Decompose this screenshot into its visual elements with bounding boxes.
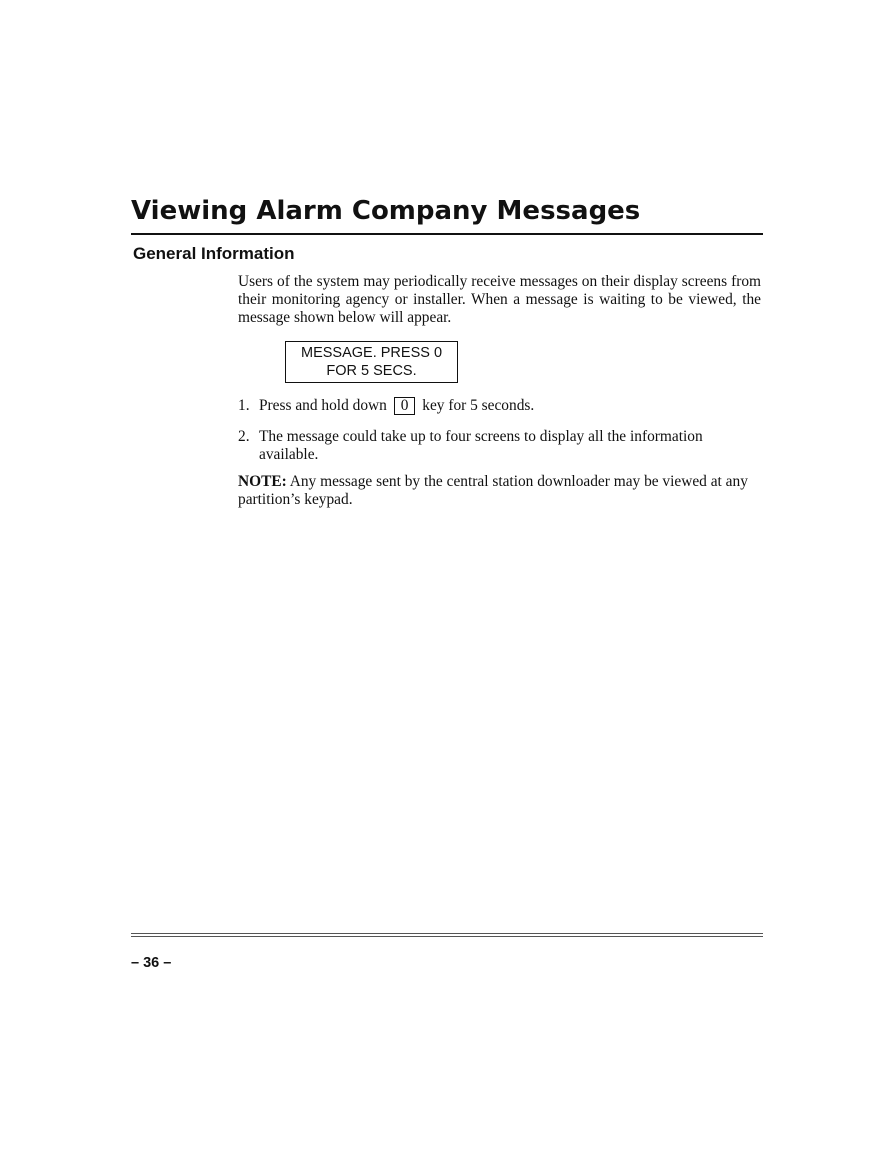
steps-list: [238, 397, 761, 464]
footer-divider-bottom: [131, 936, 763, 937]
zero-key-icon: 0: [394, 397, 416, 415]
step-number: 2.: [238, 428, 250, 445]
step-text-after: key for 5 seconds.: [422, 397, 535, 414]
display-line-2: FOR 5 SECS.: [326, 363, 417, 379]
section-body: [238, 273, 761, 509]
section-heading: General Information: [133, 244, 295, 263]
step-item-1: [238, 397, 761, 415]
page-title: Viewing Alarm Company Messages: [131, 196, 641, 226]
display-line-1: MESSAGE. PRESS 0: [300, 345, 443, 361]
page-number: – 36 –: [131, 955, 172, 971]
note-text: Any message sent by the central station downloader may be viewed at any partition’s keypad.: [238, 473, 748, 508]
step-text: The message could take up to four screens to display all the information available.: [259, 428, 703, 463]
step-item-2: [238, 428, 761, 464]
intro-paragraph: Users of the system may periodically receive messages on their display screens from their monitoring agency or installer. When a message is waiting to be viewed, the message shown below will appear.: [238, 273, 761, 326]
keypad-display-message: [285, 341, 458, 383]
footer-divider-top: [131, 933, 763, 934]
step-number: 1.: [238, 397, 250, 414]
step-text-before: Press and hold down: [259, 397, 387, 414]
note-label: NOTE:: [238, 473, 287, 490]
title-divider: [131, 233, 763, 235]
note-paragraph: [238, 473, 761, 509]
